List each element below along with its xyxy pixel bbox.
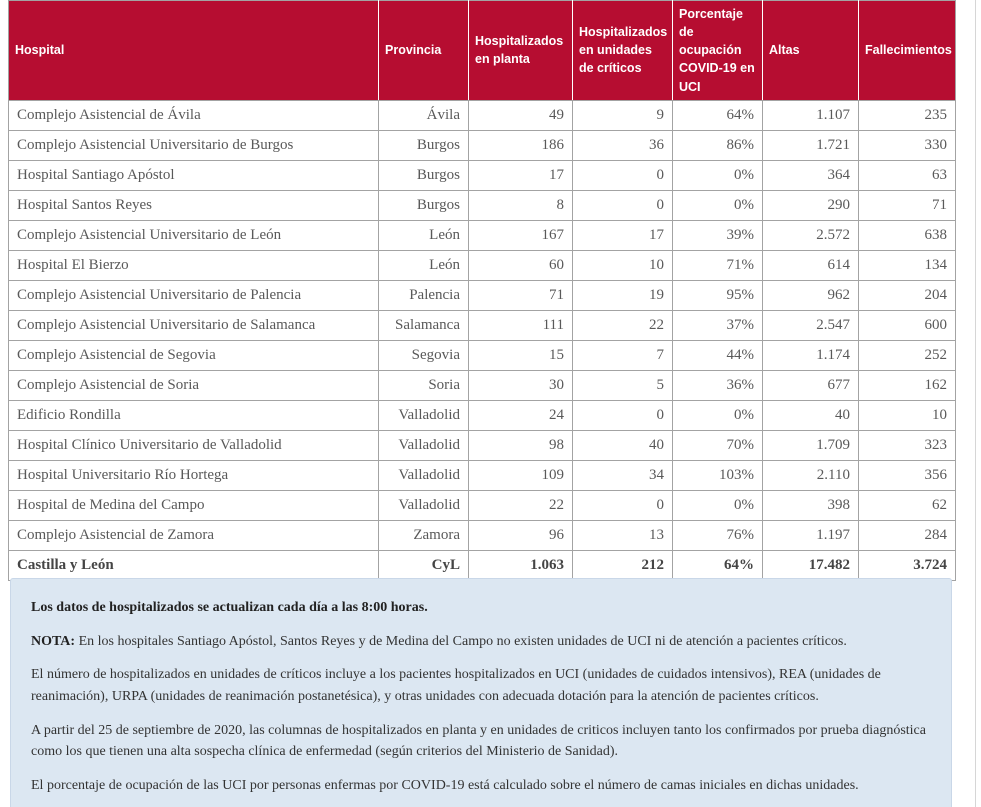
cell-value: 71% bbox=[673, 250, 763, 280]
cell-value: 10 bbox=[859, 400, 956, 430]
cell-value: 323 bbox=[859, 430, 956, 460]
column-header-6: Fallecimientos bbox=[859, 1, 956, 101]
cell-value: 330 bbox=[859, 130, 956, 160]
cell-value: 1.174 bbox=[763, 340, 859, 370]
cell-value: 95% bbox=[673, 280, 763, 310]
cell-value: Valladolid bbox=[379, 490, 469, 520]
table-row bbox=[9, 280, 956, 310]
cell-value: 70% bbox=[673, 430, 763, 460]
table-row bbox=[9, 160, 956, 190]
cell-value: 3.724 bbox=[859, 550, 956, 580]
cell-value: 5 bbox=[573, 370, 673, 400]
page-edge-divider bbox=[975, 0, 976, 807]
cell-value: 9 bbox=[573, 100, 673, 130]
table-header-row bbox=[9, 1, 956, 101]
cell-value: León bbox=[379, 250, 469, 280]
cell-value: 22 bbox=[469, 490, 573, 520]
cell-value: 7 bbox=[573, 340, 673, 370]
cell-value: 39% bbox=[673, 220, 763, 250]
cell-value: CyL bbox=[379, 550, 469, 580]
cell-value: 0% bbox=[673, 400, 763, 430]
cell-value: 96 bbox=[469, 520, 573, 550]
column-header-0: Hospital bbox=[9, 1, 379, 101]
cell-value: 0 bbox=[573, 190, 673, 220]
cell-value: 13 bbox=[573, 520, 673, 550]
column-header-4: Porcentaje de ocupación COVID-19 en UCI bbox=[673, 1, 763, 101]
cell-value: 17 bbox=[573, 220, 673, 250]
cell-value: 64% bbox=[673, 550, 763, 580]
note-paragraph-criticos: El número de hospitalizados en unidades de críticos incluye a los pacientes hospitalizados en UCI (unidades de cuidados intensivos), REA (unidades de reanimación), URPA (unidades de reanimación postanetésica), y otras unidades con adecuada dotación para la atención de pacientes críticos. bbox=[31, 667, 881, 705]
cell-value: 17 bbox=[469, 160, 573, 190]
cell-value: 212 bbox=[573, 550, 673, 580]
cell-hospital: Hospital Santos Reyes bbox=[9, 190, 379, 220]
column-header-3: Hospitalizados en unidades de críticos bbox=[573, 1, 673, 101]
table-row bbox=[9, 340, 956, 370]
nota-paragraph bbox=[31, 631, 931, 653]
cell-value: 284 bbox=[859, 520, 956, 550]
cell-hospital: Complejo Asistencial Universitario de Salamanca bbox=[9, 310, 379, 340]
cell-hospital: Complejo Asistencial de Ávila bbox=[9, 100, 379, 130]
update-notice: Los datos de hospitalizados se actualizan cada día a las 8:00 horas. bbox=[31, 600, 428, 615]
cell-value: 962 bbox=[763, 280, 859, 310]
cell-value: 2.110 bbox=[763, 460, 859, 490]
cell-value: 98 bbox=[469, 430, 573, 460]
cell-value: 162 bbox=[859, 370, 956, 400]
note-paragraph-septiembre: A partir del 25 de septiembre de 2020, las columnas de hospitalizados en planta y en unidades de criticos incluyen tanto los confirmados por prueba diagnóstica como los que tienen una alta sospecha clínica de enfermedad (según criterios del Ministerio de Sanidad). bbox=[31, 722, 926, 760]
cell-value: 49 bbox=[469, 100, 573, 130]
cell-value: 24 bbox=[469, 400, 573, 430]
cell-value: 134 bbox=[859, 250, 956, 280]
cell-hospital: Complejo Asistencial de Segovia bbox=[9, 340, 379, 370]
cell-value: Burgos bbox=[379, 190, 469, 220]
nota-text: En los hospitales Santiago Apóstol, Santos Reyes y de Medina del Campo no existen unidades de UCI ni de atención a pacientes críticos. bbox=[78, 633, 847, 649]
cell-value: 614 bbox=[763, 250, 859, 280]
cell-hospital: Hospital Santiago Apóstol bbox=[9, 160, 379, 190]
cell-value: 10 bbox=[573, 250, 673, 280]
cell-value: 186 bbox=[469, 130, 573, 160]
cell-value: 0 bbox=[573, 160, 673, 190]
cell-value: 111 bbox=[469, 310, 573, 340]
column-header-5: Altas bbox=[763, 1, 859, 101]
cell-value: 364 bbox=[763, 160, 859, 190]
cell-value: Burgos bbox=[379, 160, 469, 190]
table-row bbox=[9, 250, 956, 280]
table-header bbox=[9, 1, 956, 101]
cell-value: 109 bbox=[469, 460, 573, 490]
cell-value: 638 bbox=[859, 220, 956, 250]
table-row bbox=[9, 520, 956, 550]
cell-value: Burgos bbox=[379, 130, 469, 160]
cell-hospital: Hospital El Bierzo bbox=[9, 250, 379, 280]
cell-value: 0 bbox=[573, 400, 673, 430]
cell-value: 34 bbox=[573, 460, 673, 490]
cell-hospital: Hospital Universitario Río Hortega bbox=[9, 460, 379, 490]
cell-hospital: Complejo Asistencial Universitario de León bbox=[9, 220, 379, 250]
table-row bbox=[9, 370, 956, 400]
cell-value: 398 bbox=[763, 490, 859, 520]
cell-hospital: Complejo Asistencial Universitario de Burgos bbox=[9, 130, 379, 160]
cell-hospital: Hospital de Medina del Campo bbox=[9, 490, 379, 520]
covid-hospitals-table bbox=[8, 0, 956, 581]
table-body bbox=[9, 100, 956, 580]
cell-hospital: Complejo Asistencial Universitario de Palencia bbox=[9, 280, 379, 310]
cell-value: 60 bbox=[469, 250, 573, 280]
cell-value: 76% bbox=[673, 520, 763, 550]
cell-value: 677 bbox=[763, 370, 859, 400]
cell-value: León bbox=[379, 220, 469, 250]
cell-value: 290 bbox=[763, 190, 859, 220]
cell-value: 8 bbox=[469, 190, 573, 220]
cell-value: 17.482 bbox=[763, 550, 859, 580]
cell-value: 36 bbox=[573, 130, 673, 160]
cell-value: 22 bbox=[573, 310, 673, 340]
table-row bbox=[9, 220, 956, 250]
table-row bbox=[9, 460, 956, 490]
cell-value: 19 bbox=[573, 280, 673, 310]
cell-value: 1.107 bbox=[763, 100, 859, 130]
cell-value: Valladolid bbox=[379, 400, 469, 430]
cell-value: 44% bbox=[673, 340, 763, 370]
table-row bbox=[9, 490, 956, 520]
cell-value: 356 bbox=[859, 460, 956, 490]
cell-value: 71 bbox=[469, 280, 573, 310]
column-header-2: Hospitalizados en planta bbox=[469, 1, 573, 101]
cell-value: 2.572 bbox=[763, 220, 859, 250]
cell-hospital: Edificio Rondilla bbox=[9, 400, 379, 430]
cell-value: 235 bbox=[859, 100, 956, 130]
column-header-1: Provincia bbox=[379, 1, 469, 101]
table-row bbox=[9, 100, 956, 130]
cell-value: 1.721 bbox=[763, 130, 859, 160]
cell-value: 86% bbox=[673, 130, 763, 160]
cell-value: 167 bbox=[469, 220, 573, 250]
cell-value: 15 bbox=[469, 340, 573, 370]
note-paragraph-porcentaje: El porcentaje de ocupación de las UCI por personas enfermas por COVID-19 está calculado sobre el número de camas iniciales en dichas unidades. bbox=[31, 778, 859, 794]
cell-value: Valladolid bbox=[379, 460, 469, 490]
cell-value: 40 bbox=[763, 400, 859, 430]
cell-value: 62 bbox=[859, 490, 956, 520]
cell-value: 71 bbox=[859, 190, 956, 220]
cell-value: Palencia bbox=[379, 280, 469, 310]
table-row bbox=[9, 310, 956, 340]
cell-value: 1.709 bbox=[763, 430, 859, 460]
cell-value: 252 bbox=[859, 340, 956, 370]
cell-value: Valladolid bbox=[379, 430, 469, 460]
nota-label: NOTA: bbox=[31, 633, 76, 649]
table-row bbox=[9, 430, 956, 460]
cell-value: 0% bbox=[673, 190, 763, 220]
cell-value: 40 bbox=[573, 430, 673, 460]
table-total-row bbox=[9, 550, 956, 580]
cell-value: 36% bbox=[673, 370, 763, 400]
notes-box bbox=[10, 578, 952, 807]
cell-value: Zamora bbox=[379, 520, 469, 550]
cell-value: 103% bbox=[673, 460, 763, 490]
cell-value: 1.063 bbox=[469, 550, 573, 580]
cell-value: 0% bbox=[673, 160, 763, 190]
cell-value: 204 bbox=[859, 280, 956, 310]
cell-value: 30 bbox=[469, 370, 573, 400]
cell-value: 0 bbox=[573, 490, 673, 520]
table-row bbox=[9, 190, 956, 220]
cell-hospital: Complejo Asistencial de Zamora bbox=[9, 520, 379, 550]
cell-value: 600 bbox=[859, 310, 956, 340]
table-row bbox=[9, 130, 956, 160]
cell-value: Salamanca bbox=[379, 310, 469, 340]
cell-value: 0% bbox=[673, 490, 763, 520]
table-row bbox=[9, 400, 956, 430]
cell-hospital: Castilla y León bbox=[9, 550, 379, 580]
cell-value: Segovia bbox=[379, 340, 469, 370]
cell-value: 63 bbox=[859, 160, 956, 190]
cell-value: 1.197 bbox=[763, 520, 859, 550]
cell-hospital: Complejo Asistencial de Soria bbox=[9, 370, 379, 400]
cell-value: 64% bbox=[673, 100, 763, 130]
cell-hospital: Hospital Clínico Universitario de Valladolid bbox=[9, 430, 379, 460]
cell-value: 37% bbox=[673, 310, 763, 340]
cell-value: Ávila bbox=[379, 100, 469, 130]
cell-value: Soria bbox=[379, 370, 469, 400]
cell-value: 2.547 bbox=[763, 310, 859, 340]
